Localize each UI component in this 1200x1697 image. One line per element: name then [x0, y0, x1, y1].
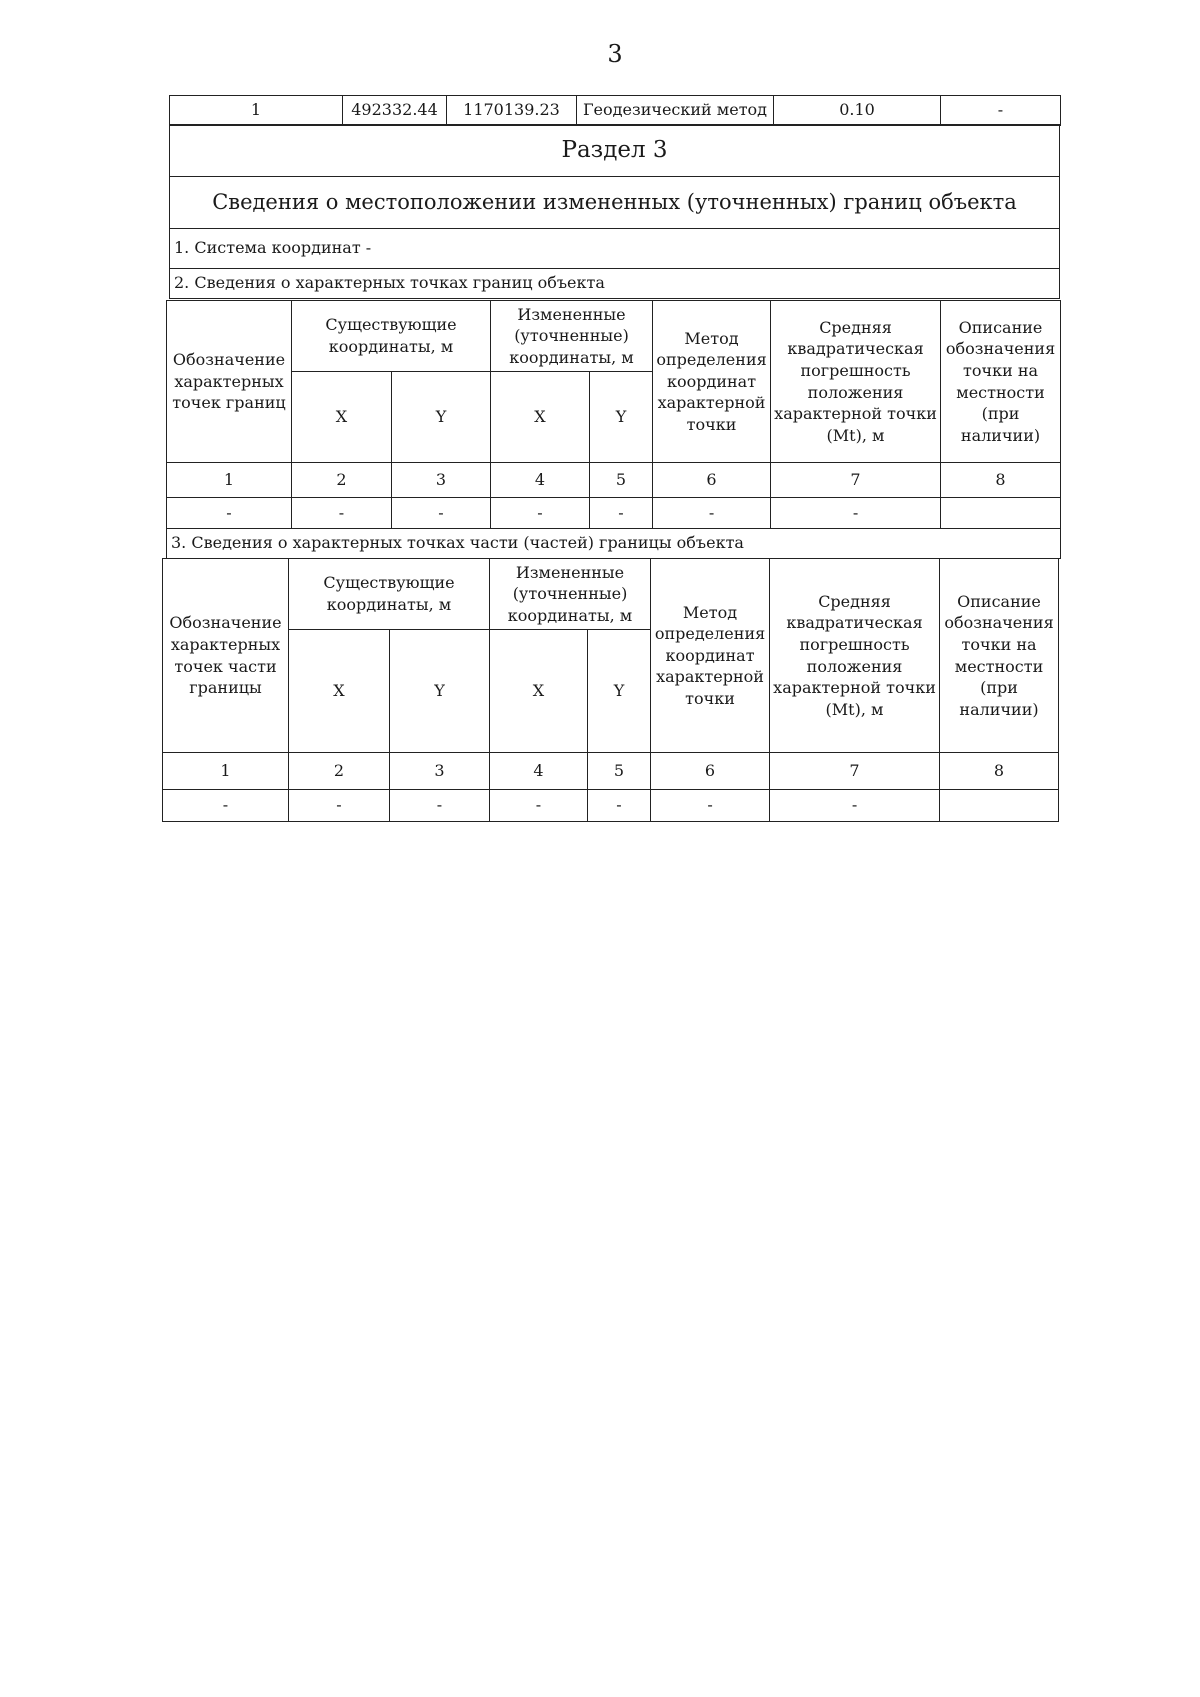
table-cell: -	[392, 498, 491, 529]
column-number: 7	[771, 463, 941, 498]
table-cell: -	[653, 498, 771, 529]
column-numbers-row	[163, 753, 1059, 790]
table-cell: -	[292, 498, 392, 529]
page-number: 3	[607, 40, 623, 68]
table-cell: -	[588, 790, 651, 822]
col-description: Описание обозначения точки на местности (при наличии)	[941, 301, 1061, 463]
table-cell: -	[491, 498, 590, 529]
col-existing-x: X	[289, 630, 390, 753]
col-point-designation: Обозначение характерных точек границ	[167, 301, 292, 463]
col-changed-x: X	[490, 630, 588, 753]
coordinate-system: 1. Система координат -	[170, 229, 1060, 269]
table-cell: -	[390, 790, 490, 822]
col-method: Метод определения координат характерной точки	[651, 559, 770, 753]
column-number: 1	[167, 463, 292, 498]
column-number: 6	[651, 753, 770, 790]
col-method: Метод определения координат характерной точки	[653, 301, 771, 463]
column-number: 3	[390, 753, 490, 790]
column-number: 4	[491, 463, 590, 498]
cell-point: 1	[170, 96, 343, 126]
column-number: 2	[289, 753, 390, 790]
cell-x: 492332.44	[343, 96, 447, 126]
col-changed-coordinates: Измененные (уточненные) координаты, м	[490, 559, 651, 630]
table-cell: -	[770, 790, 940, 822]
col-existing-x: X	[292, 372, 392, 463]
table2-heading: 3. Сведения о характерных точках части (частей) границы объекта	[167, 529, 1061, 559]
boundary-points-table	[166, 300, 1061, 559]
column-number: 8	[940, 753, 1059, 790]
table-cell: -	[651, 790, 770, 822]
cell-description: -	[941, 96, 1061, 126]
column-number: 4	[490, 753, 588, 790]
col-changed-x: X	[491, 372, 590, 463]
table-cell: -	[490, 790, 588, 822]
table-cell: -	[289, 790, 390, 822]
col-changed-y: Y	[590, 372, 653, 463]
table1-heading: 2. Сведения о характерных точках границ объекта	[170, 269, 1060, 299]
col-mean-error: Средняя квадратическая погрешность положения характерной точки (Mt), м	[771, 301, 941, 463]
cell-error: 0.10	[774, 96, 941, 126]
col-changed-y: Y	[588, 630, 651, 753]
table-cell: -	[771, 498, 941, 529]
boundary-part-points-table	[162, 558, 1059, 822]
table-cell: -	[163, 790, 289, 822]
column-number: 3	[392, 463, 491, 498]
section-header-table	[169, 124, 1060, 299]
col-existing-coordinates: Существующие координаты, м	[289, 559, 490, 630]
col-existing-y: Y	[390, 630, 490, 753]
column-numbers-row	[167, 463, 1061, 498]
continuation-table	[169, 95, 1061, 126]
col-mean-error: Средняя квадратическая погрешность положения характерной точки (Mt), м	[770, 559, 940, 753]
table-row	[163, 790, 1059, 822]
column-number: 5	[590, 463, 653, 498]
cell-method: Геодезический метод	[577, 96, 774, 126]
table-cell	[941, 498, 1061, 529]
table-cell	[940, 790, 1059, 822]
column-number: 6	[653, 463, 771, 498]
col-point-designation: Обозначение характерных точек части границы	[163, 559, 289, 753]
column-number: 8	[941, 463, 1061, 498]
column-number: 2	[292, 463, 392, 498]
column-number: 5	[588, 753, 651, 790]
col-changed-coordinates: Измененные (уточненные) координаты, м	[491, 301, 653, 372]
col-description: Описание обозначения точки на местности (при наличии)	[940, 559, 1059, 753]
col-existing-y: Y	[392, 372, 491, 463]
table-cell: -	[590, 498, 653, 529]
continuation-row	[170, 96, 1061, 126]
col-existing-coordinates: Существующие координаты, м	[292, 301, 491, 372]
section-title: Раздел 3	[170, 125, 1060, 177]
table-row	[167, 498, 1061, 529]
table-cell: -	[167, 498, 292, 529]
column-number: 1	[163, 753, 289, 790]
section-subtitle: Сведения о местоположении измененных (уточненных) границ объекта	[170, 177, 1060, 229]
cell-y: 1170139.23	[447, 96, 577, 126]
column-number: 7	[770, 753, 940, 790]
